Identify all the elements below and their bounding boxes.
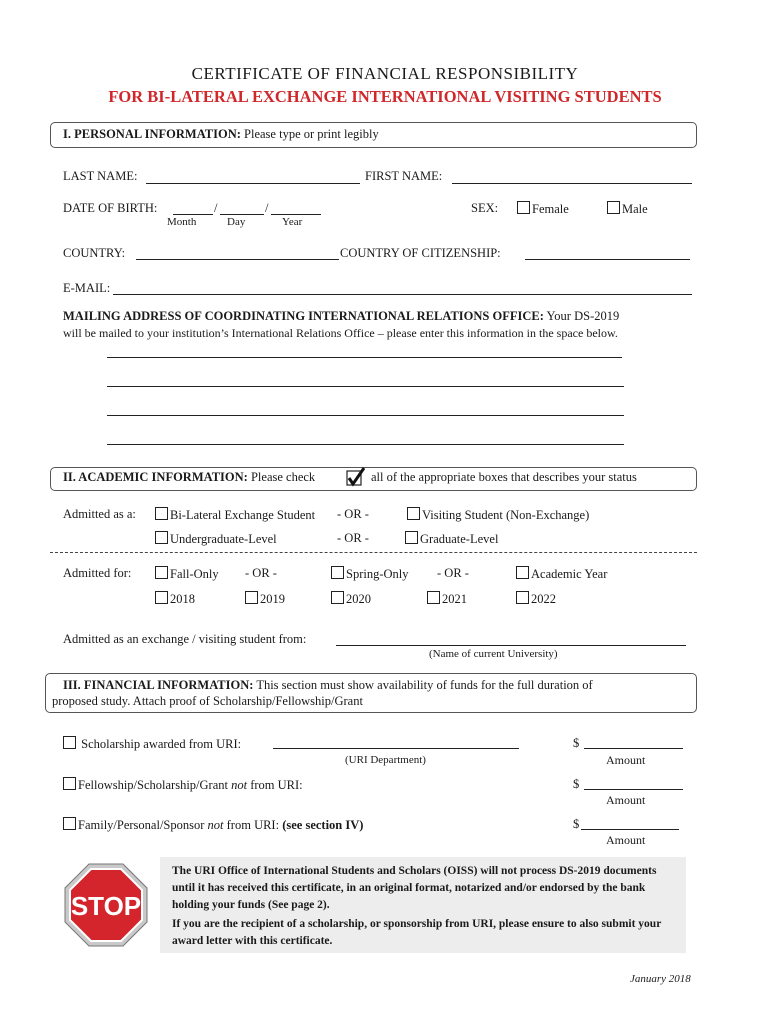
first-name-label: FIRST NAME: — [365, 169, 443, 183]
mailing-address-line-2[interactable] — [107, 386, 624, 387]
stop-sign-icon — [63, 862, 149, 948]
spring-label: Spring-Only — [346, 567, 409, 581]
family-option[interactable] — [63, 817, 363, 833]
dob-day-caption: Day — [227, 216, 246, 228]
section1-heading: I. PERSONAL INFORMATION: — [63, 127, 241, 141]
fellowship-checkbox[interactable] — [63, 777, 76, 790]
year-label: 2020 — [346, 592, 371, 606]
amount-caption: Amount — [606, 793, 646, 807]
grad-checkbox[interactable] — [405, 531, 418, 544]
year-option-2022[interactable] — [516, 591, 556, 607]
section3-heading-line — [63, 678, 593, 693]
bilateral-label: Bi-Lateral Exchange Student — [170, 508, 316, 522]
scholarship-option[interactable] — [63, 736, 241, 752]
spring-option[interactable] — [331, 566, 409, 582]
female-option[interactable] — [517, 201, 569, 217]
fellowship-label-end: from URI: — [250, 778, 303, 792]
scholarship-amount-field[interactable] — [584, 748, 683, 749]
family-see-section: (see section IV) — [282, 818, 364, 832]
document-title: CERTIFICATE OF FINANCIAL RESPONSIBILITY — [191, 64, 579, 83]
dob-month-field[interactable] — [173, 214, 213, 215]
family-checkbox[interactable] — [63, 817, 76, 830]
spring-checkbox[interactable] — [331, 566, 344, 579]
or-separator: - OR - — [337, 507, 369, 521]
fall-label: Fall-Only — [170, 567, 219, 581]
country-label: COUNTRY: — [63, 246, 126, 260]
or-separator: - OR - — [337, 531, 369, 545]
year-checkbox[interactable] — [427, 591, 440, 604]
footer-date: January 2018 — [630, 973, 691, 985]
female-checkbox[interactable] — [517, 201, 530, 214]
section2-heading-line — [63, 470, 315, 485]
grad-option[interactable] — [405, 531, 498, 547]
country-field[interactable] — [136, 259, 339, 260]
family-label: Family/Personal/Sponsor — [78, 818, 205, 832]
mailing-line1 — [63, 309, 619, 324]
mailing-address-line-1[interactable] — [107, 357, 622, 358]
checkmark-icon — [346, 466, 366, 488]
notice-paragraph-2: If you are the recipient of a scholarship, or sponsorship from URI, please ensure to also submit your award letter with this certificate. — [172, 918, 662, 947]
bilateral-option[interactable] — [155, 507, 315, 523]
year-label: 2021 — [442, 592, 467, 606]
academic-year-option[interactable] — [516, 566, 607, 582]
year-label: 2018 — [170, 592, 195, 606]
amount-caption: Amount — [606, 833, 646, 847]
dollar-sign: $ — [573, 817, 580, 831]
male-label: Male — [622, 202, 648, 216]
dollar-sign: $ — [573, 777, 580, 791]
dob-label: DATE OF BIRTH: — [63, 201, 158, 215]
scholarship-checkbox[interactable] — [63, 736, 76, 749]
dob-day-field[interactable] — [220, 214, 264, 215]
year-option-2018[interactable] — [155, 591, 195, 607]
university-caption: (Name of current University) — [429, 648, 558, 660]
last-name-field[interactable] — [146, 183, 360, 184]
fellowship-not: not — [231, 778, 248, 792]
section2-note-after: all of the appropriate boxes that describes your status — [371, 470, 637, 484]
sex-label: SEX: — [471, 201, 499, 215]
year-checkbox[interactable] — [245, 591, 258, 604]
academic-year-checkbox[interactable] — [516, 566, 529, 579]
section1-note: Please type or print legibly — [244, 127, 379, 141]
family-not: not — [207, 818, 224, 832]
section-divider — [50, 552, 697, 553]
dob-separator: / — [265, 201, 269, 215]
mailing-address-line-4[interactable] — [107, 444, 624, 445]
stop-sign-text: STOP — [70, 891, 142, 921]
year-option-2021[interactable] — [427, 591, 467, 607]
scholarship-label: Scholarship awarded from URI: — [81, 737, 242, 751]
section2-note: Please check — [250, 470, 316, 484]
notice-box — [160, 857, 686, 953]
visiting-checkbox[interactable] — [407, 507, 420, 520]
last-name-label: LAST NAME: — [63, 169, 138, 183]
female-label: Female — [532, 202, 569, 216]
section2-heading: II. ACADEMIC INFORMATION: — [63, 470, 248, 484]
mailing-heading: MAILING ADDRESS OF COORDINATING INTERNATIONAL RELATIONS OFFICE: — [63, 309, 544, 323]
grad-label: Graduate-Level — [420, 532, 499, 546]
document-subtitle: FOR BI-LATERAL EXCHANGE INTERNATIONAL VISITING STUDENTS — [108, 87, 662, 106]
year-label: 2022 — [531, 592, 556, 606]
visiting-option[interactable] — [407, 507, 589, 523]
fall-checkbox[interactable] — [155, 566, 168, 579]
male-option[interactable] — [607, 201, 648, 217]
admitted-for-label: Admitted for: — [63, 566, 132, 580]
undergrad-label: Undergraduate-Level — [170, 532, 277, 546]
dob-year-caption: Year — [282, 216, 303, 228]
fall-option[interactable] — [155, 566, 219, 582]
section3-note: This section must show availability of funds for the full duration of — [256, 678, 593, 692]
year-checkbox[interactable] — [516, 591, 529, 604]
citizenship-label: COUNTRY OF CITIZENSHIP: — [340, 246, 501, 260]
year-option-2020[interactable] — [331, 591, 371, 607]
undergrad-option[interactable] — [155, 531, 277, 547]
fellowship-amount-field[interactable] — [584, 789, 683, 790]
first-name-field[interactable] — [452, 183, 692, 184]
section3-heading: III. FINANCIAL INFORMATION: — [63, 678, 254, 692]
fellowship-option[interactable] — [63, 777, 303, 793]
email-field[interactable] — [113, 294, 692, 295]
uri-department-field[interactable] — [273, 748, 519, 749]
dollar-sign: $ — [573, 736, 580, 750]
dob-month-caption: Month — [167, 216, 197, 228]
citizenship-field[interactable] — [525, 259, 690, 260]
uri-department-caption: (URI Department) — [345, 754, 426, 766]
mailing-text: Your DS-2019 — [546, 309, 620, 323]
year-label: 2019 — [260, 592, 285, 606]
undergrad-checkbox[interactable] — [155, 531, 168, 544]
year-option-2019[interactable] — [245, 591, 285, 607]
section1-heading-line — [63, 127, 379, 142]
or-separator: - OR - — [437, 566, 469, 580]
male-checkbox[interactable] — [607, 201, 620, 214]
mailing-address-line-3[interactable] — [107, 415, 624, 416]
dob-separator: / — [214, 201, 218, 215]
email-label: E-MAIL: — [63, 281, 111, 295]
from-university-label: Admitted as an exchange / visiting student from: — [63, 632, 307, 646]
year-checkbox[interactable] — [331, 591, 344, 604]
notice-paragraph-1: The URI Office of International Students and Scholars (OISS) will not process DS-2019 documents until it has received this certificate, in an original format, notarized and/or endorsed by the bank holding your funds (See page 2). — [172, 865, 657, 911]
dob-year-field[interactable] — [271, 214, 321, 215]
family-amount-field[interactable] — [581, 829, 679, 830]
amount-caption: Amount — [606, 753, 646, 767]
visiting-label: Visiting Student (Non-Exchange) — [422, 508, 590, 522]
bilateral-checkbox[interactable] — [155, 507, 168, 520]
academic-year-label: Academic Year — [531, 567, 608, 581]
fellowship-label: Fellowship/Scholarship/Grant — [78, 778, 228, 792]
year-checkbox[interactable] — [155, 591, 168, 604]
section3-note-line2: proposed study. Attach proof of Scholarship/Fellowship/Grant — [52, 694, 363, 708]
university-field[interactable] — [336, 645, 686, 646]
family-label-end: from URI: — [226, 818, 280, 832]
admitted-as-label: Admitted as a: — [63, 507, 136, 521]
or-separator: - OR - — [245, 566, 277, 580]
mailing-line2: will be mailed to your institution’s International Relations Office – please enter this information in the space below. — [63, 326, 618, 340]
